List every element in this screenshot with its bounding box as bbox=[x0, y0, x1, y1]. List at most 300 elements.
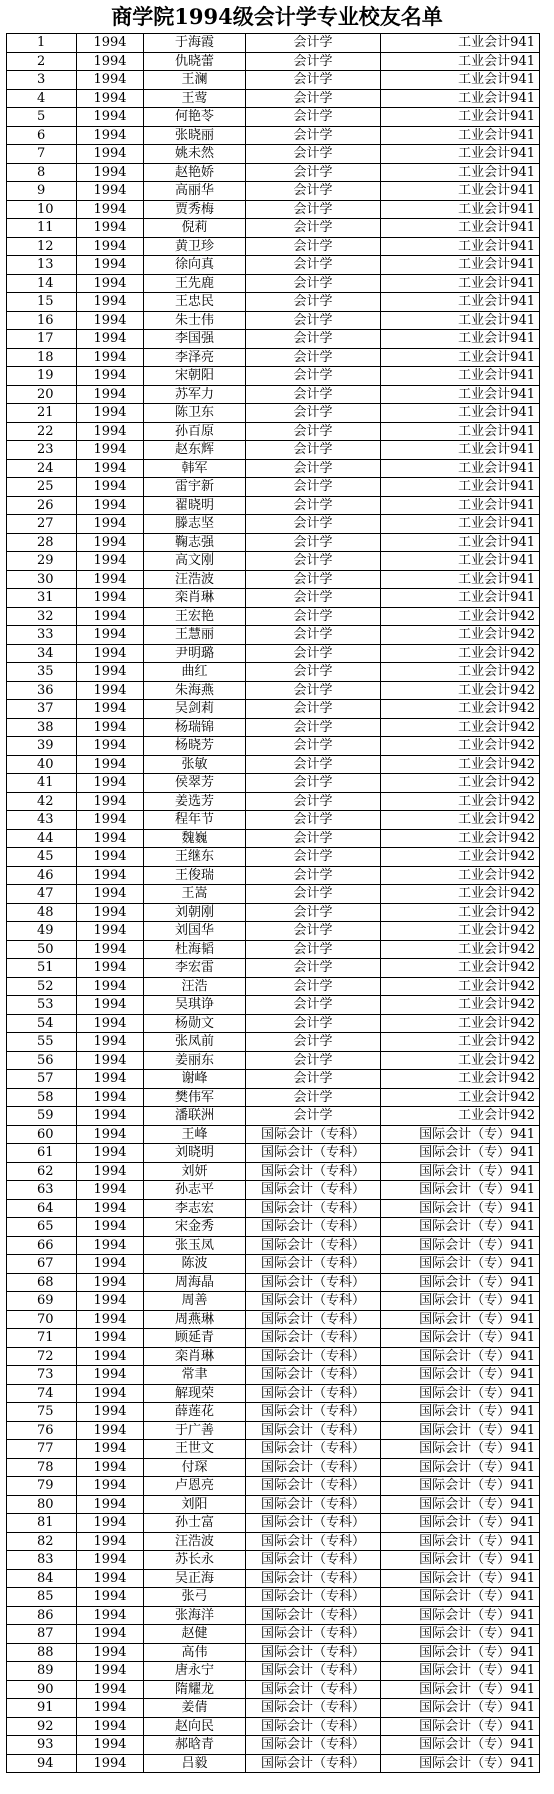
table-row bbox=[7, 533, 540, 552]
major-cell: 国际会计（专科） bbox=[246, 1477, 381, 1496]
name-cell: 韩军 bbox=[144, 459, 246, 478]
class-cell: 国际会计（专）941 bbox=[381, 1236, 540, 1255]
class-cell: 工业会计941 bbox=[381, 89, 540, 108]
name-cell: 李泽亮 bbox=[144, 348, 246, 367]
table-row bbox=[7, 34, 540, 53]
name-cell: 王先鹿 bbox=[144, 274, 246, 293]
class-cell: 工业会计941 bbox=[381, 34, 540, 53]
table-row bbox=[7, 385, 540, 404]
table-row bbox=[7, 570, 540, 589]
name-cell: 孙士富 bbox=[144, 1514, 246, 1533]
name-cell: 汪浩 bbox=[144, 977, 246, 996]
year-cell: 1994 bbox=[77, 1107, 144, 1126]
table-row bbox=[7, 1569, 540, 1588]
table-row bbox=[7, 1458, 540, 1477]
name-cell: 吴琪诤 bbox=[144, 996, 246, 1015]
year-cell: 1994 bbox=[77, 1588, 144, 1607]
major-cell: 国际会计（专科） bbox=[246, 1292, 381, 1311]
name-cell: 宋金秀 bbox=[144, 1218, 246, 1237]
year-cell: 1994 bbox=[77, 1329, 144, 1348]
row-number-cell: 28 bbox=[7, 533, 77, 552]
year-cell: 1994 bbox=[77, 52, 144, 71]
table-row bbox=[7, 71, 540, 90]
major-cell: 会计学 bbox=[246, 718, 381, 737]
year-cell: 1994 bbox=[77, 108, 144, 127]
row-number-cell: 75 bbox=[7, 1403, 77, 1422]
class-cell: 工业会计942 bbox=[381, 681, 540, 700]
major-cell: 国际会计（专科） bbox=[246, 1162, 381, 1181]
class-cell: 国际会计（专）941 bbox=[381, 1458, 540, 1477]
year-cell: 1994 bbox=[77, 219, 144, 238]
major-cell: 会计学 bbox=[246, 533, 381, 552]
class-cell: 国际会计（专）941 bbox=[381, 1514, 540, 1533]
year-cell: 1994 bbox=[77, 422, 144, 441]
name-cell: 陈卫东 bbox=[144, 404, 246, 423]
major-cell: 国际会计（专科） bbox=[246, 1310, 381, 1329]
class-cell: 国际会计（专）941 bbox=[381, 1680, 540, 1699]
year-cell: 1994 bbox=[77, 1514, 144, 1533]
class-cell: 工业会计941 bbox=[381, 182, 540, 201]
table-row bbox=[7, 404, 540, 423]
class-cell: 工业会计941 bbox=[381, 496, 540, 515]
table-row bbox=[7, 903, 540, 922]
table-row bbox=[7, 1366, 540, 1385]
year-cell: 1994 bbox=[77, 182, 144, 201]
class-cell: 国际会计（专）941 bbox=[381, 1144, 540, 1163]
row-number-cell: 62 bbox=[7, 1162, 77, 1181]
row-number-cell: 90 bbox=[7, 1680, 77, 1699]
name-cell: 姜倩 bbox=[144, 1699, 246, 1718]
class-cell: 工业会计942 bbox=[381, 1014, 540, 1033]
name-cell: 宋朝阳 bbox=[144, 367, 246, 386]
table-row bbox=[7, 1403, 540, 1422]
year-cell: 1994 bbox=[77, 1366, 144, 1385]
major-cell: 国际会计（专科） bbox=[246, 1144, 381, 1163]
year-cell: 1994 bbox=[77, 478, 144, 497]
name-cell: 吕毅 bbox=[144, 1754, 246, 1773]
row-number-cell: 25 bbox=[7, 478, 77, 497]
class-cell: 工业会计942 bbox=[381, 1033, 540, 1052]
row-number-cell: 38 bbox=[7, 718, 77, 737]
name-cell: 赵向民 bbox=[144, 1717, 246, 1736]
row-number-cell: 12 bbox=[7, 237, 77, 256]
class-cell: 工业会计941 bbox=[381, 515, 540, 534]
year-cell: 1994 bbox=[77, 34, 144, 53]
table-row bbox=[7, 330, 540, 349]
name-cell: 尹明璐 bbox=[144, 644, 246, 663]
table-row bbox=[7, 256, 540, 275]
year-cell: 1994 bbox=[77, 552, 144, 571]
class-cell: 工业会计942 bbox=[381, 774, 540, 793]
name-cell: 张凤前 bbox=[144, 1033, 246, 1052]
year-cell: 1994 bbox=[77, 1680, 144, 1699]
page-title: 商学院1994级会计学专业校友名单 bbox=[111, 4, 443, 29]
name-cell: 王世文 bbox=[144, 1440, 246, 1459]
row-number-cell: 86 bbox=[7, 1606, 77, 1625]
table-row bbox=[7, 552, 540, 571]
class-cell: 国际会计（专）941 bbox=[381, 1532, 540, 1551]
major-cell: 国际会计（专科） bbox=[246, 1606, 381, 1625]
name-cell: 赵艳娇 bbox=[144, 163, 246, 182]
table-row bbox=[7, 1051, 540, 1070]
major-cell: 会计学 bbox=[246, 422, 381, 441]
name-cell: 王澜 bbox=[144, 71, 246, 90]
table-row bbox=[7, 792, 540, 811]
class-cell: 工业会计941 bbox=[381, 533, 540, 552]
row-number-cell: 48 bbox=[7, 903, 77, 922]
class-cell: 工业会计942 bbox=[381, 607, 540, 626]
major-cell: 国际会计（专科） bbox=[246, 1551, 381, 1570]
table-row bbox=[7, 1236, 540, 1255]
major-cell: 国际会计（专科） bbox=[246, 1699, 381, 1718]
major-cell: 会计学 bbox=[246, 829, 381, 848]
major-cell: 会计学 bbox=[246, 977, 381, 996]
row-number-cell: 49 bbox=[7, 922, 77, 941]
row-number-cell: 1 bbox=[7, 34, 77, 53]
row-number-cell: 11 bbox=[7, 219, 77, 238]
name-cell: 张弓 bbox=[144, 1588, 246, 1607]
major-cell: 会计学 bbox=[246, 903, 381, 922]
class-cell: 国际会计（专）941 bbox=[381, 1477, 540, 1496]
table-row bbox=[7, 441, 540, 460]
table-row bbox=[7, 1273, 540, 1292]
row-number-cell: 18 bbox=[7, 348, 77, 367]
class-cell: 工业会计941 bbox=[381, 200, 540, 219]
major-cell: 会计学 bbox=[246, 552, 381, 571]
table-row bbox=[7, 1384, 540, 1403]
table-row bbox=[7, 977, 540, 996]
row-number-cell: 42 bbox=[7, 792, 77, 811]
class-cell: 国际会计（专）941 bbox=[381, 1421, 540, 1440]
year-cell: 1994 bbox=[77, 1625, 144, 1644]
table-row bbox=[7, 996, 540, 1015]
name-cell: 刘晓明 bbox=[144, 1144, 246, 1163]
name-cell: 王宏艳 bbox=[144, 607, 246, 626]
row-number-cell: 64 bbox=[7, 1199, 77, 1218]
name-cell: 张玉凤 bbox=[144, 1236, 246, 1255]
major-cell: 会计学 bbox=[246, 737, 381, 756]
major-cell: 会计学 bbox=[246, 126, 381, 145]
row-number-cell: 44 bbox=[7, 829, 77, 848]
year-cell: 1994 bbox=[77, 996, 144, 1015]
name-cell: 姜丽东 bbox=[144, 1051, 246, 1070]
table-row bbox=[7, 182, 540, 201]
year-cell: 1994 bbox=[77, 774, 144, 793]
name-cell: 王俊瑞 bbox=[144, 866, 246, 885]
year-cell: 1994 bbox=[77, 1218, 144, 1237]
year-cell: 1994 bbox=[77, 348, 144, 367]
row-number-cell: 15 bbox=[7, 293, 77, 312]
major-cell: 会计学 bbox=[246, 1014, 381, 1033]
year-cell: 1994 bbox=[77, 533, 144, 552]
year-cell: 1994 bbox=[77, 959, 144, 978]
table-row bbox=[7, 515, 540, 534]
class-cell: 工业会计942 bbox=[381, 1088, 540, 1107]
row-number-cell: 20 bbox=[7, 385, 77, 404]
name-cell: 卢恩亮 bbox=[144, 1477, 246, 1496]
name-cell: 张海洋 bbox=[144, 1606, 246, 1625]
name-cell: 王峰 bbox=[144, 1125, 246, 1144]
major-cell: 会计学 bbox=[246, 663, 381, 682]
name-cell: 苏长永 bbox=[144, 1551, 246, 1570]
year-cell: 1994 bbox=[77, 1477, 144, 1496]
major-cell: 会计学 bbox=[246, 256, 381, 275]
table-row bbox=[7, 1107, 540, 1126]
class-cell: 工业会计941 bbox=[381, 256, 540, 275]
class-cell: 工业会计941 bbox=[381, 311, 540, 330]
major-cell: 会计学 bbox=[246, 681, 381, 700]
row-number-cell: 8 bbox=[7, 163, 77, 182]
major-cell: 会计学 bbox=[246, 182, 381, 201]
year-cell: 1994 bbox=[77, 1310, 144, 1329]
major-cell: 会计学 bbox=[246, 755, 381, 774]
name-cell: 刘妍 bbox=[144, 1162, 246, 1181]
name-cell: 高丽华 bbox=[144, 182, 246, 201]
class-cell: 工业会计941 bbox=[381, 237, 540, 256]
class-cell: 工业会计941 bbox=[381, 52, 540, 71]
table-row bbox=[7, 1181, 540, 1200]
class-cell: 工业会计941 bbox=[381, 478, 540, 497]
name-cell: 倪莉 bbox=[144, 219, 246, 238]
major-cell: 会计学 bbox=[246, 570, 381, 589]
row-number-cell: 80 bbox=[7, 1495, 77, 1514]
row-number-cell: 76 bbox=[7, 1421, 77, 1440]
table-row bbox=[7, 237, 540, 256]
class-cell: 工业会计942 bbox=[381, 996, 540, 1015]
class-cell: 工业会计941 bbox=[381, 293, 540, 312]
name-cell: 杨晓芳 bbox=[144, 737, 246, 756]
name-cell: 杜海韬 bbox=[144, 940, 246, 959]
name-cell: 魏巍 bbox=[144, 829, 246, 848]
alumni-table-body bbox=[7, 34, 540, 1773]
class-cell: 国际会计（专）941 bbox=[381, 1606, 540, 1625]
year-cell: 1994 bbox=[77, 1421, 144, 1440]
class-cell: 工业会计941 bbox=[381, 108, 540, 127]
name-cell: 侯翠芳 bbox=[144, 774, 246, 793]
year-cell: 1994 bbox=[77, 589, 144, 608]
major-cell: 会计学 bbox=[246, 200, 381, 219]
table-row bbox=[7, 885, 540, 904]
class-cell: 国际会计（专）941 bbox=[381, 1625, 540, 1644]
major-cell: 会计学 bbox=[246, 108, 381, 127]
name-cell: 王莺 bbox=[144, 89, 246, 108]
year-cell: 1994 bbox=[77, 237, 144, 256]
table-row bbox=[7, 737, 540, 756]
table-row bbox=[7, 1347, 540, 1366]
row-number-cell: 7 bbox=[7, 145, 77, 164]
name-cell: 何艳苓 bbox=[144, 108, 246, 127]
class-cell: 工业会计941 bbox=[381, 219, 540, 238]
major-cell: 会计学 bbox=[246, 996, 381, 1015]
class-cell: 工业会计941 bbox=[381, 330, 540, 349]
table-row bbox=[7, 274, 540, 293]
year-cell: 1994 bbox=[77, 700, 144, 719]
name-cell: 雷宇新 bbox=[144, 478, 246, 497]
class-cell: 国际会计（专）941 bbox=[381, 1329, 540, 1348]
year-cell: 1994 bbox=[77, 441, 144, 460]
year-cell: 1994 bbox=[77, 1236, 144, 1255]
major-cell: 会计学 bbox=[246, 478, 381, 497]
row-number-cell: 35 bbox=[7, 663, 77, 682]
row-number-cell: 52 bbox=[7, 977, 77, 996]
class-cell: 工业会计941 bbox=[381, 552, 540, 571]
class-cell: 工业会计942 bbox=[381, 1051, 540, 1070]
row-number-cell: 51 bbox=[7, 959, 77, 978]
major-cell: 会计学 bbox=[246, 848, 381, 867]
year-cell: 1994 bbox=[77, 1088, 144, 1107]
major-cell: 国际会计（专科） bbox=[246, 1384, 381, 1403]
major-cell: 会计学 bbox=[246, 385, 381, 404]
name-cell: 顾延青 bbox=[144, 1329, 246, 1348]
row-number-cell: 55 bbox=[7, 1033, 77, 1052]
major-cell: 国际会计（专科） bbox=[246, 1569, 381, 1588]
major-cell: 会计学 bbox=[246, 163, 381, 182]
year-cell: 1994 bbox=[77, 1144, 144, 1163]
row-number-cell: 60 bbox=[7, 1125, 77, 1144]
table-row bbox=[7, 681, 540, 700]
year-cell: 1994 bbox=[77, 515, 144, 534]
row-number-cell: 41 bbox=[7, 774, 77, 793]
name-cell: 刘国华 bbox=[144, 922, 246, 941]
major-cell: 国际会计（专科） bbox=[246, 1588, 381, 1607]
table-row bbox=[7, 1551, 540, 1570]
name-cell: 栾肖琳 bbox=[144, 589, 246, 608]
class-cell: 工业会计941 bbox=[381, 126, 540, 145]
table-row bbox=[7, 1717, 540, 1736]
year-cell: 1994 bbox=[77, 607, 144, 626]
class-cell: 国际会计（专）941 bbox=[381, 1588, 540, 1607]
major-cell: 会计学 bbox=[246, 644, 381, 663]
major-cell: 国际会计（专科） bbox=[246, 1403, 381, 1422]
class-cell: 工业会计942 bbox=[381, 626, 540, 645]
class-cell: 国际会计（专）941 bbox=[381, 1292, 540, 1311]
table-row bbox=[7, 1070, 540, 1089]
major-cell: 国际会计（专科） bbox=[246, 1199, 381, 1218]
year-cell: 1994 bbox=[77, 1292, 144, 1311]
class-cell: 国际会计（专）941 bbox=[381, 1717, 540, 1736]
class-cell: 工业会计941 bbox=[381, 71, 540, 90]
class-cell: 工业会计942 bbox=[381, 959, 540, 978]
major-cell: 会计学 bbox=[246, 626, 381, 645]
year-cell: 1994 bbox=[77, 1162, 144, 1181]
table-row bbox=[7, 1680, 540, 1699]
table-row bbox=[7, 589, 540, 608]
row-number-cell: 89 bbox=[7, 1662, 77, 1681]
name-cell: 汪浩波 bbox=[144, 570, 246, 589]
major-cell: 国际会计（专科） bbox=[246, 1440, 381, 1459]
year-cell: 1994 bbox=[77, 1532, 144, 1551]
year-cell: 1994 bbox=[77, 404, 144, 423]
row-number-cell: 30 bbox=[7, 570, 77, 589]
major-cell: 会计学 bbox=[246, 866, 381, 885]
major-cell: 会计学 bbox=[246, 959, 381, 978]
class-cell: 国际会计（专）941 bbox=[381, 1495, 540, 1514]
name-cell: 李志宏 bbox=[144, 1199, 246, 1218]
major-cell: 国际会计（专科） bbox=[246, 1458, 381, 1477]
table-row bbox=[7, 848, 540, 867]
row-number-cell: 59 bbox=[7, 1107, 77, 1126]
table-row bbox=[7, 1532, 540, 1551]
row-number-cell: 3 bbox=[7, 71, 77, 90]
name-cell: 程年节 bbox=[144, 811, 246, 830]
name-cell: 杨勋文 bbox=[144, 1014, 246, 1033]
table-row bbox=[7, 1588, 540, 1607]
row-number-cell: 32 bbox=[7, 607, 77, 626]
row-number-cell: 71 bbox=[7, 1329, 77, 1348]
major-cell: 会计学 bbox=[246, 515, 381, 534]
major-cell: 会计学 bbox=[246, 792, 381, 811]
year-cell: 1994 bbox=[77, 145, 144, 164]
class-cell: 工业会计942 bbox=[381, 811, 540, 830]
table-row bbox=[7, 1514, 540, 1533]
name-cell: 姜选芳 bbox=[144, 792, 246, 811]
name-cell: 吴剑莉 bbox=[144, 700, 246, 719]
row-number-cell: 36 bbox=[7, 681, 77, 700]
row-number-cell: 45 bbox=[7, 848, 77, 867]
table-row bbox=[7, 52, 540, 71]
row-number-cell: 78 bbox=[7, 1458, 77, 1477]
major-cell: 会计学 bbox=[246, 330, 381, 349]
name-cell: 徐向真 bbox=[144, 256, 246, 275]
name-cell: 苏军力 bbox=[144, 385, 246, 404]
major-cell: 会计学 bbox=[246, 145, 381, 164]
name-cell: 谢峰 bbox=[144, 1070, 246, 1089]
table-row bbox=[7, 163, 540, 182]
table-row bbox=[7, 1033, 540, 1052]
name-cell: 刘朝刚 bbox=[144, 903, 246, 922]
major-cell: 会计学 bbox=[246, 367, 381, 386]
alumni-table bbox=[6, 33, 540, 1773]
row-number-cell: 40 bbox=[7, 755, 77, 774]
class-cell: 工业会计942 bbox=[381, 644, 540, 663]
year-cell: 1994 bbox=[77, 311, 144, 330]
name-cell: 王忠民 bbox=[144, 293, 246, 312]
year-cell: 1994 bbox=[77, 330, 144, 349]
class-cell: 工业会计942 bbox=[381, 1107, 540, 1126]
row-number-cell: 31 bbox=[7, 589, 77, 608]
table-row bbox=[7, 1088, 540, 1107]
table-row bbox=[7, 367, 540, 386]
name-cell: 栾肖琳 bbox=[144, 1347, 246, 1366]
year-cell: 1994 bbox=[77, 903, 144, 922]
row-number-cell: 16 bbox=[7, 311, 77, 330]
row-number-cell: 57 bbox=[7, 1070, 77, 1089]
name-cell: 郝晗青 bbox=[144, 1736, 246, 1755]
year-cell: 1994 bbox=[77, 1255, 144, 1274]
class-cell: 国际会计（专）941 bbox=[381, 1255, 540, 1274]
name-cell: 李国强 bbox=[144, 330, 246, 349]
table-row bbox=[7, 663, 540, 682]
name-cell: 张晓丽 bbox=[144, 126, 246, 145]
major-cell: 国际会计（专科） bbox=[246, 1421, 381, 1440]
major-cell: 会计学 bbox=[246, 940, 381, 959]
year-cell: 1994 bbox=[77, 792, 144, 811]
major-cell: 会计学 bbox=[246, 89, 381, 108]
row-number-cell: 2 bbox=[7, 52, 77, 71]
year-cell: 1994 bbox=[77, 1699, 144, 1718]
table-row bbox=[7, 145, 540, 164]
name-cell: 隋耀龙 bbox=[144, 1680, 246, 1699]
year-cell: 1994 bbox=[77, 1495, 144, 1514]
class-cell: 国际会计（专）941 bbox=[381, 1440, 540, 1459]
row-number-cell: 66 bbox=[7, 1236, 77, 1255]
name-cell: 周善 bbox=[144, 1292, 246, 1311]
major-cell: 国际会计（专科） bbox=[246, 1643, 381, 1662]
class-cell: 国际会计（专）941 bbox=[381, 1181, 540, 1200]
row-number-cell: 58 bbox=[7, 1088, 77, 1107]
name-cell: 王继东 bbox=[144, 848, 246, 867]
table-row bbox=[7, 922, 540, 941]
